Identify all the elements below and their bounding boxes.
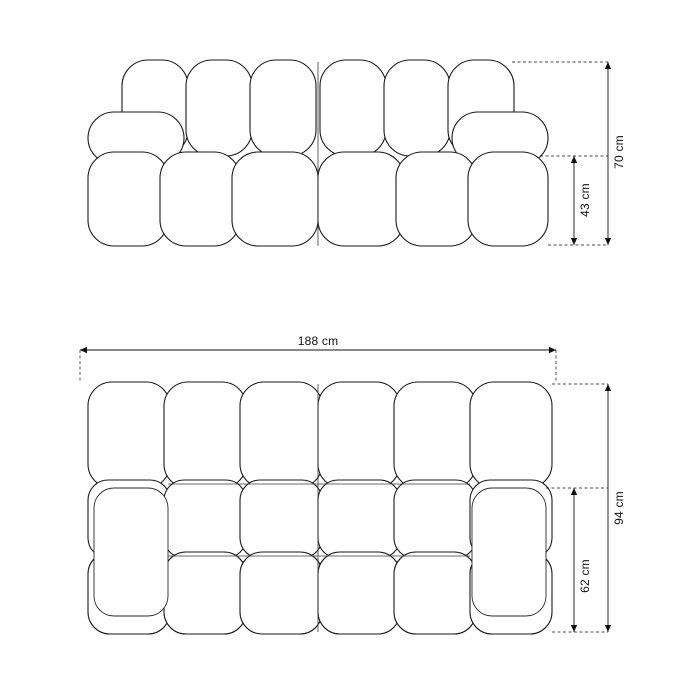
- front-seat-cushion-1: [88, 152, 168, 246]
- dimension-height-70: [605, 62, 626, 245]
- front-seat-cushion-2: [160, 152, 240, 246]
- dim-62-label: 62 cm: [578, 559, 592, 593]
- top-seat-lower-2: [164, 552, 246, 634]
- dimension-depth-62: [571, 488, 592, 632]
- front-seat-cushion-3: [232, 152, 318, 246]
- top-seat-upper-3: [240, 480, 322, 558]
- dim-70-arrow-bottom: [605, 238, 611, 245]
- top-back-cushion-3: [240, 382, 322, 488]
- dim-62-arrow-bottom: [571, 625, 577, 632]
- front-seat-cushion-6: [468, 152, 548, 246]
- dimension-width-188: [80, 334, 556, 382]
- top-armrest-right: [472, 488, 546, 616]
- dimension-height-43: [571, 156, 592, 245]
- dim-70-label: 70 cm: [612, 135, 626, 169]
- top-backrest-cushions: [88, 382, 552, 488]
- dim-188-arrow-left: [80, 347, 87, 353]
- front-seat-cushion-5: [396, 152, 476, 246]
- top-back-cushion-6: [470, 382, 552, 488]
- dim-43-label: 43 cm: [578, 183, 592, 217]
- top-view-group: [80, 334, 626, 634]
- top-seat-upper-2: [164, 480, 246, 558]
- top-seat-upper-5: [394, 480, 476, 558]
- dimension-depth-94: [605, 384, 626, 632]
- front-back-cushion-3: [250, 60, 316, 156]
- front-back-cushion-5: [384, 60, 450, 156]
- front-back-cushion-2: [186, 60, 252, 156]
- top-back-cushion-2: [164, 382, 246, 488]
- dim-70-arrow-top: [605, 62, 611, 69]
- top-armrest-left: [94, 488, 168, 616]
- front-back-cushion-4: [320, 60, 386, 156]
- dim-188-arrow-right: [549, 347, 556, 353]
- dim-62-arrow-top: [571, 488, 577, 495]
- top-seat-lower-5: [394, 552, 476, 634]
- dim-94-arrow-top: [605, 384, 611, 391]
- dim-43-arrow-top: [571, 156, 577, 163]
- dim-43-arrow-bottom: [571, 238, 577, 245]
- dim-94-label: 94 cm: [612, 491, 626, 525]
- front-view-group: [88, 60, 626, 246]
- top-seat-lower-4: [318, 552, 400, 634]
- dim-94-arrow-bottom: [605, 625, 611, 632]
- top-seat-lower-3: [240, 552, 322, 634]
- front-seat-cushion-4: [318, 152, 404, 246]
- top-back-cushion-5: [394, 382, 476, 488]
- top-seat-upper-4: [318, 480, 400, 558]
- top-back-cushion-1: [88, 382, 170, 488]
- top-back-cushion-4: [318, 382, 400, 488]
- dim-188-label: 188 cm: [297, 334, 339, 348]
